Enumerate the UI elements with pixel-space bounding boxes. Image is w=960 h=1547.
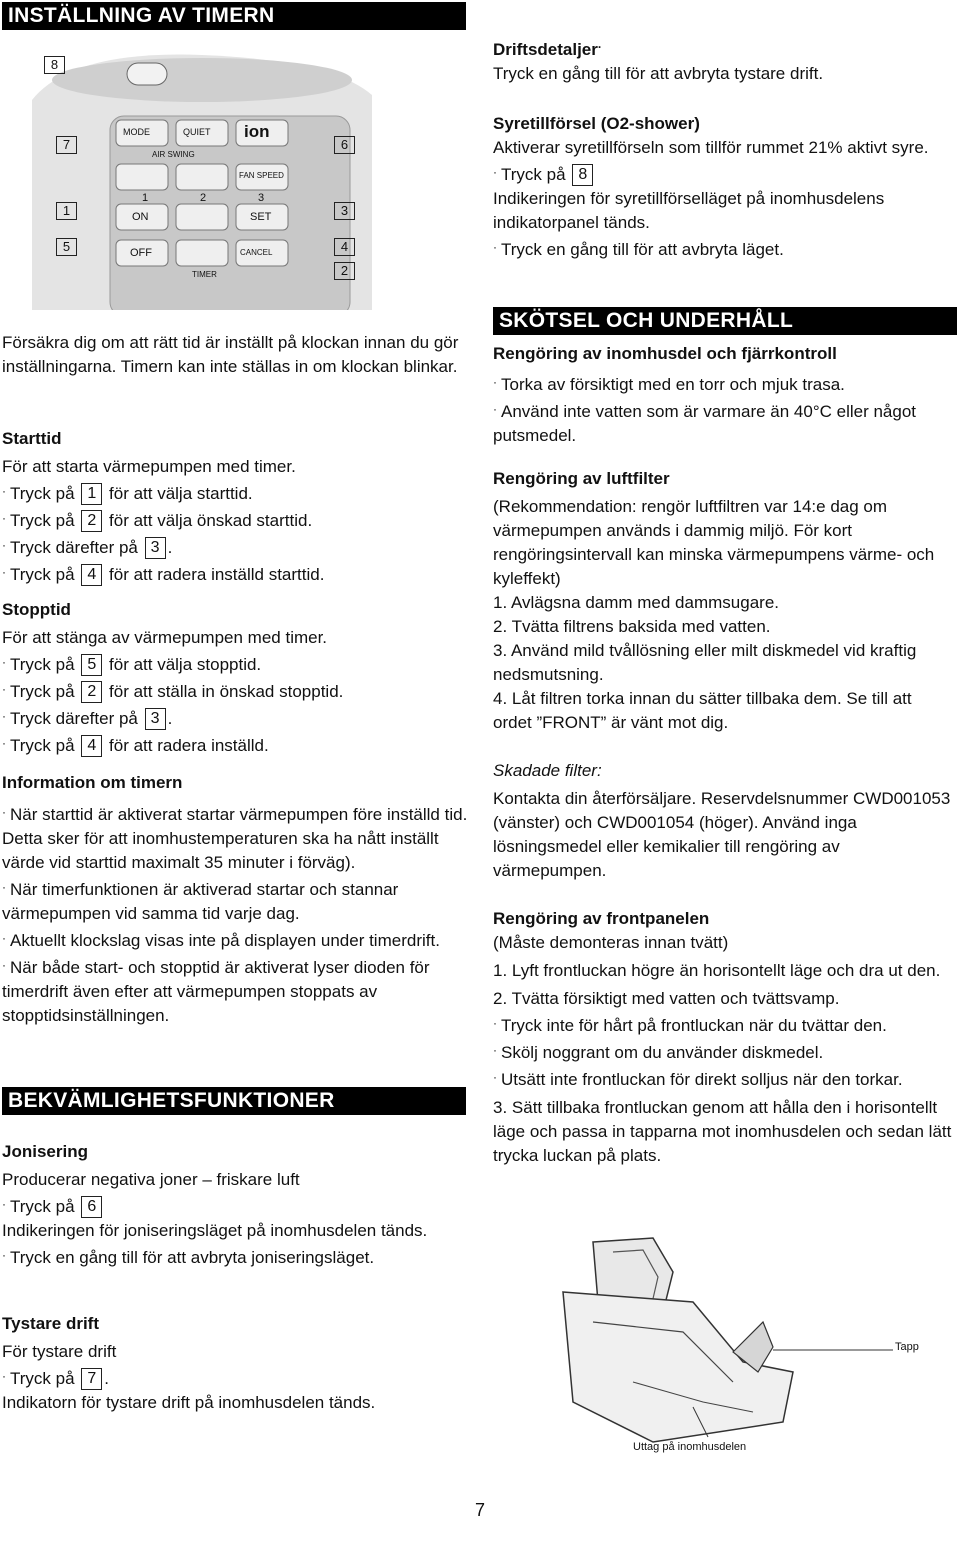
info-block [2,800,468,1028]
off-button: OFF [130,247,152,259]
oxygen-heading: Syretillförsel (O2-shower) [493,114,700,133]
start-line: · Tryck på 4 för att radera inställd starttid. [2,565,325,584]
quiet-button: QUIET [183,127,211,137]
drift-block [493,35,955,86]
quiet-block [2,1340,464,1415]
set-button: SET [250,211,272,223]
ion-paragraph: · Tryck en gång till för att avbryta joniseringsläget. [2,1248,375,1267]
slot-label: Uttag på inomhusdelen [633,1441,747,1453]
clean-indoor-bullet: · Använd inte vatten som är varmare än 40°C eller något putsmedel. [493,402,917,445]
stop-lead: För att stänga av värmepumpen med timer. [2,628,328,647]
callout-number: 5 [56,238,77,256]
stop-line: · Tryck på 2 för att ställa in önskad stopptid. [2,682,344,701]
stop-line: · Tryck på 4 för att radera inställd. [2,736,269,755]
front-panel-sub: (Måste demonteras innan tvätt) [493,933,729,952]
comfort-section-header: BEKVÄMLIGHETSFUNKTIONER [2,1087,466,1115]
start-line: · Tryck på 2 för att välja önskad starttid. [2,511,313,530]
ion-block [2,1168,464,1270]
drift-heading: Driftsdetaljer· [493,40,602,59]
clean-filter-paragraph: (Rekommendation: rengör luftfiltren var 14:e dag om värmepumpen används i dammig miljö. För kort rengöringsintervall kan minska värmepumpens värme- och kyleffekt) [493,497,935,588]
on-button: ON [132,211,149,223]
callout-number: 2 [334,262,355,280]
callout-number: 3 [334,202,355,220]
front-panel-step: 1. Lyft frontluckan högre än horisontellt läge och dra ut den. [493,961,941,980]
info-paragraph: · När både start- och stopptid är aktiverat lyser dioden för timerdrift även efter att värmepumpen stoppats av stopptidsinställningen. [2,958,430,1025]
info-paragraph: · Aktuellt klockslag visas inte på displayen under timerdrift. [2,931,440,950]
stop-block [2,626,464,758]
start-heading: Starttid [2,429,62,448]
quiet-lead: För tystare drift [2,1342,117,1361]
clean-filter-block [493,467,955,735]
drift-paragraph: Tryck en gång till för att avbryta tystare drift. [493,64,824,83]
callout-number: 8 [44,56,65,74]
ion-press: · Tryck på 6 [2,1192,464,1219]
front-panel-block [493,907,955,1168]
front-panel-step: 3. Sätt tillbaka frontluckan genom att hålla den i horisontellt läge och passa in tapparna mot inomhusdelen och sedan lätt trycka luckan på plats. [493,1098,952,1165]
info-paragraph: · När timerfunktionen är aktiverad startar och stannar värmepumpen vid samma tid varje dag. [2,880,399,923]
cancel-button: CANCEL [240,248,273,257]
clean-filter-step: 1. Avlägsna damm med dammsugare. [493,593,779,612]
quiet-heading: Tystare drift [2,1314,99,1333]
clean-filter-step: 3. Använd mild tvållösning eller milt diskmedel vid kraftig nedsmutsning. [493,641,917,684]
timer-section-header: INSTÄLLNING AV TIMERN [2,2,466,30]
remote-mid-number: 3 [258,192,265,204]
front-panel-heading: Rengöring av frontpanelen [493,909,710,928]
clean-indoor-bullet: · Torka av försiktigt med en torr och mjuk trasa. [493,375,845,394]
page-number: 7 [474,1500,485,1520]
damaged-filter-heading: Skadade filter: [493,761,602,780]
oxygen-paragraph: · Tryck en gång till för att avbryta läget. [493,240,784,259]
stop-line: · Tryck på 5 för att välja stopptid. [2,655,262,674]
care-section-header: SKÖTSEL OCH UNDERHÅLL [493,307,957,335]
callout-number: 4 [334,238,355,256]
timer-label: TIMER [192,270,217,279]
air-swing-label: AIR SWING [152,150,195,159]
callout-number: 1 [56,202,77,220]
clean-indoor-heading: Rengöring av inomhusdel och fjärrkontroll [493,344,837,363]
remote-mid-number: 1 [142,192,149,204]
indoor-unit-figure [533,1232,933,1472]
callout-number: 7 [56,136,77,154]
front-panel-bullet: · Skölj noggrant om du använder diskmedel. [493,1043,824,1062]
damaged-filter-paragraph: Kontakta din återförsäljare. Reservdelsnummer CWD001053 (vänster) och CWD001054 (höger). Använd inga lösningsmedel eller kemikalier till rengöring av värmepumpen. [493,789,951,880]
ion-button: ion [244,122,270,141]
tab-label: Tapp [895,1341,919,1353]
info-heading: Information om timern [2,773,183,792]
remote-control-figure [32,40,372,310]
stop-heading: Stopptid [2,600,71,619]
start-block [2,455,464,587]
front-panel-step: 2. Tvätta försiktigt med vatten och tvättsvamp. [493,989,840,1008]
front-panel-bullet: · Utsätt inte frontluckan för direkt solljus när den torkar. [493,1070,903,1089]
remote-mid-number: 2 [200,192,207,204]
damaged-filter-block [493,759,955,883]
ion-paragraph: Indikeringen för joniseringsläget på inomhusdelen tänds. [2,1221,428,1240]
callout-number: 6 [334,136,355,154]
oxygen-paragraph: Aktiverar syretillförseln som tillför rummet 21% aktivt syre. [493,138,929,157]
start-line: · Tryck därefter på 3 . [2,538,173,557]
timer-intro: Försäkra dig om att rätt tid är inställt på klockan innan du gör inställningarna. Timern kan inte ställas in om klockan blinkar. [2,333,459,376]
mode-button: MODE [123,127,150,137]
quiet-press: · Tryck på 7 . [2,1369,110,1388]
front-panel-bullet: · Tryck inte för hårt på frontluckan när du tvättar den. [493,1016,887,1035]
quiet-paragraph: Indikatorn för tystare drift på inomhusdelen tänds. [2,1393,376,1412]
clean-indoor-block [493,342,955,448]
clean-filter-step: 4. Låt filtren torka innan du sätter tillbaka dem. Se till att ordet ”FRONT” är vänt mot dig. [493,689,912,732]
oxygen-paragraph: Indikeringen för syretillförselläget på inomhusdelens indikatorpanel tänds. [493,189,885,232]
ion-heading: Jonisering [2,1142,88,1161]
start-lead: För att starta värmepumpen med timer. [2,457,296,476]
oxygen-press: · Tryck på 8 [493,160,955,187]
fan-speed-button: FAN SPEED [239,171,284,180]
info-paragraph: · När starttid är aktiverat startar värmepumpen före inställd tid. Detta sker för att inomhustemperaturen ska ha nått inställt värde vid starttid maximalt 35 minuter i förväg). [2,805,468,872]
clean-filter-heading: Rengöring av luftfilter [493,469,670,488]
stop-line: · Tryck därefter på 3 . [2,709,173,728]
start-line: · Tryck på 1 för att välja starttid. [2,484,253,503]
clean-filter-step: 2. Tvätta filtrens baksida med vatten. [493,617,771,636]
oxygen-block [493,112,955,262]
ion-lead: Producerar negativa joner – friskare luft [2,1170,300,1189]
